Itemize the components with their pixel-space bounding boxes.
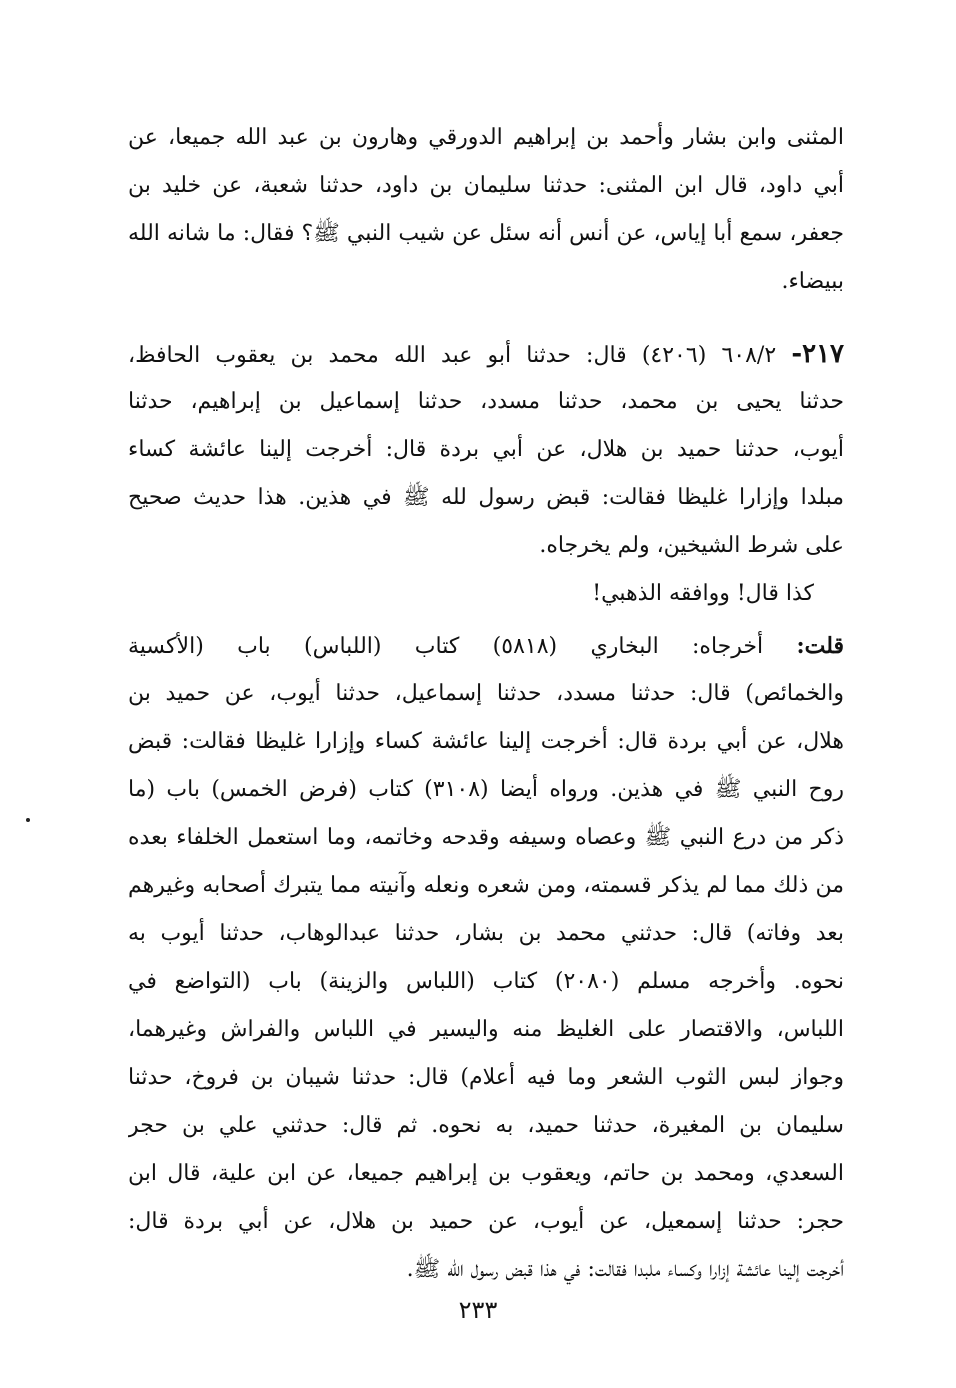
scan-speck bbox=[26, 818, 30, 822]
text-line: روح النبي ﷺ في هذين. ورواه أيضا (٣١٠٨) كتاب (فرض الخمس) باب (ما bbox=[128, 777, 844, 802]
commentary-first-line bbox=[128, 622, 844, 670]
note-line: كذا قال! ووافقه الذهبي! bbox=[592, 581, 814, 606]
hadith-paragraph bbox=[128, 330, 844, 570]
text-line: من ذلك مما لم يذكر قسمته، ومن شعره ونعله وآنيته مما يتبرك أصحابه وغيرهم bbox=[128, 873, 844, 898]
text-line: سليمان بن المغيرة، حدثنا حميد، به نحوه. ثم قال: حدثني علي بن حجر bbox=[128, 1113, 844, 1138]
text-line: والخمائص) قال: حدثنا مسدد، حدثنا إسماعيل، حدثنا أيوب، عن حميد بن bbox=[128, 681, 844, 706]
text-line: أيوب، حدثنا حميد بن هلال، عن أبي بردة قال: أخرجت إلينا عائشة كساء bbox=[128, 437, 844, 462]
hadith-first-line bbox=[128, 330, 844, 378]
text-line: وجواز لبس الثوب الشعر وما فيه أعلام) قال: حدثنا شيبان بن فروخ، حدثنا bbox=[128, 1065, 844, 1090]
text-line: السعدي، ومحمد بن حاتم، ويعقوب بن إبراهيم جميعا، عن ابن علية، قال ابن bbox=[128, 1161, 844, 1186]
text-line: حدثنا يحيى بن محمد، حدثنا مسدد، حدثنا إسماعيل بن إبراهيم، حدثنا bbox=[128, 389, 844, 414]
text-line: المثنى وابن بشار وأحمد بن إبراهيم الدورقي وهارون بن عبد الله جميعا، عن bbox=[128, 125, 844, 150]
text-line: أخرجت إلينا عائشة إزارا وكساء ملبدا فقالت: في هذا قبض رسول الله ﷺ. bbox=[406, 1257, 844, 1282]
note-paragraph bbox=[128, 570, 844, 618]
text-line: اللباس، والاقتصار على الغليظ منه واليسير في اللباس والفراش وغيرهما، bbox=[128, 1017, 844, 1042]
commentary-label: قلت: bbox=[796, 633, 844, 659]
commentary-paragraph bbox=[128, 622, 844, 1294]
text-line: جعفر، سمع أبا إياس، عن أنس أنه سئل عن شيب النبي ﷺ؟ فقال: ما شانه الله bbox=[128, 221, 844, 246]
text-line: أخرجاه: البخاري (٥٨١٨) كتاب (اللباس) باب (الأكسية bbox=[128, 634, 764, 659]
page-number: ٢٣٣ bbox=[458, 1296, 498, 1324]
text-line: ببيضاء. bbox=[781, 269, 844, 294]
text-line: أبي داود، قال ابن المثنى: حدثنا سليمان بن داود، حدثنا شعبة، عن خليد بن bbox=[128, 173, 844, 198]
text-line: هلال، عن أبي بردة قال: أخرجت إلينا عائشة كساء وإزارا غليظا فقالت: قبض bbox=[128, 729, 844, 754]
text-line: بعد وفاته) قال: حدثني محمد بن بشار، حدثنا عبدالوهاب، حدثنا أيوب به bbox=[128, 921, 844, 946]
paragraph-continuation bbox=[128, 114, 844, 306]
text-line: على شرط الشيخين، ولم يخرجاه. bbox=[539, 533, 844, 558]
text-line: نحوه. وأخرجه مسلم (٢٠٨٠) كتاب (اللباس والزينة) باب (التواضع في bbox=[128, 969, 844, 994]
text-line: ٦٠٨/٢ (٤٢٠٦) قال: حدثنا أبو عبد الله محمد بن يعقوب الحافظ، bbox=[128, 343, 777, 368]
text-line: مبلدا وإزارا غليظا فقالت: قبض رسول لله ﷺ في هذين. هذا حديث صحيح bbox=[128, 485, 844, 510]
text-line: ذكر من درع النبي ﷺ وعصاه وسيفه وقدحه وخاتمه، وما استعمل الخلفاء بعده bbox=[128, 825, 844, 850]
text-line: حجر: حدثنا إسمعيل، عن أيوب، عن حميد بن هلال، عن أبي بردة قال: bbox=[128, 1209, 844, 1234]
hadith-number: ٢١٧- bbox=[791, 339, 844, 369]
